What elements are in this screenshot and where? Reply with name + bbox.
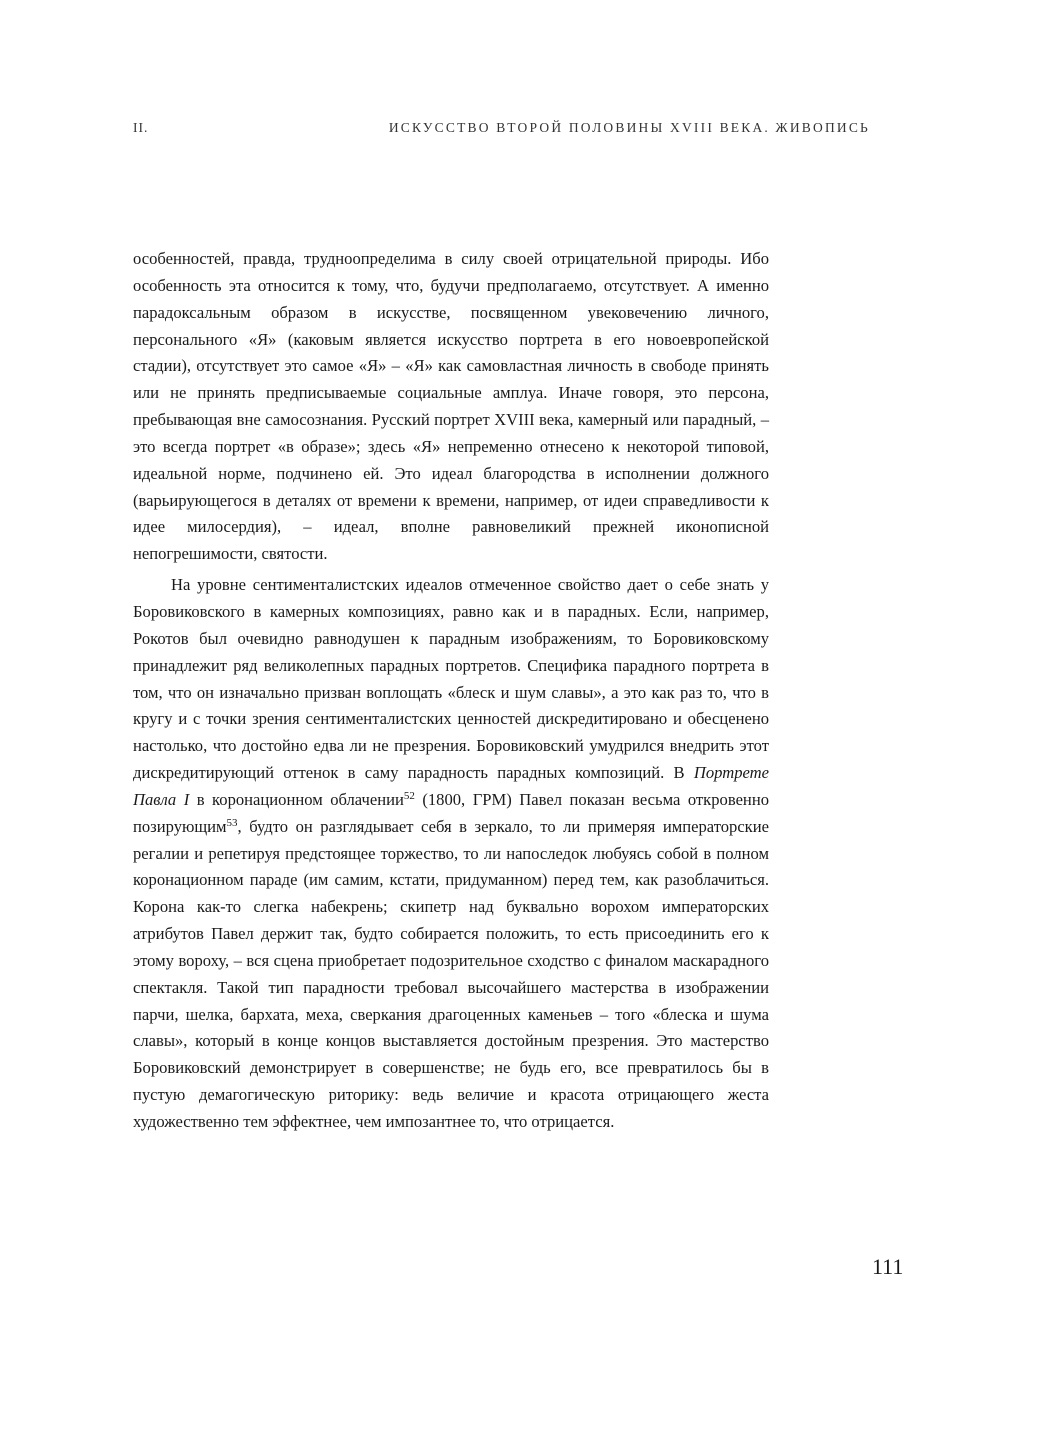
paragraph-2-text-b: в коронационном облачении (189, 789, 404, 809)
paragraph-2 (133, 572, 769, 1136)
footnote-ref-52[interactable]: 52 (403, 789, 415, 802)
chapter-title: ИСКУССТВО ВТОРОЙ ПОЛОВИНЫ XVIII ВЕКА. ЖИВОПИСЬ (388, 120, 870, 135)
portrait-title: Портрете Павла I (133, 763, 769, 809)
paragraph-1: особенностей, правда, трудноопределима в силу своей отрицательной природы. Ибо особенность эта относится к тому, что, будучи предполагаемо, отсутствует. А именно парадоксальным образом в искусстве, посвященном увековечению личного, персонального «Я» (каковым является искусство портрета в его новоевропейской стадии), отсутствует это самое «Я» – «Я» как самовластная личность в свободе принять или не принять предписываемые социальные амплуа. Иначе говоря, это персона, пребывающая вне самосознания. Русский портрет XVIII века, камерный или парадный, – это всегда портрет «в образе»; здесь «Я» непременно отнесено к некоторой типовой, идеальной норме, подчинено ей. Это идеал благородства в исполнении должного (варьирующегося в деталях от времени к времени, например, от идеи справедливости к идее милосердия), – идеал, вполне равновеликий прежней иконописной непогрешимости, святости. (133, 249, 769, 564)
footnote-ref-53[interactable]: 53 (226, 816, 238, 829)
paragraph-2-text-a: На уровне сентименталистских идеалов отмеченное свойство дает о себе знать у Боровиковского в камерных композициях, равно как и в парадных. Если, например, Рокотов был очевидно равнодушен к парадным изображениям, то Боровиковскому принадлежит ряд великолепных парадных портретов. Специфика парадного портрета в том, что он изначально призван воплощать «блеск и шум славы», а это как раз то, что в кругу и с точки зрения сентименталистских ценностей дискредитировано и обесценено настолько, что достойно едва ли не презрения. Боровиковский умудрился внедрить этот дискредитирующий оттенок в саму парадность парадных композиций. В (133, 575, 769, 783)
page-number: 111 (872, 1254, 904, 1279)
paragraph-2-text-d: , будто он разглядывает себя в зеркало, то ли примеряя императорские регалии и репетируя предстоящее торжество, то ли напоследок любуясь собой в полном коронационном параде (им самим, кстати, придуманном) перед тем, как разоблачиться. Корона как-то слегка набекрень; скипетр над буквально ворохом императорских атрибутов Павел держит так, будто собирается положить, то есть присоединить его к этому вороху, – вся сцена приобретает подозрительное сходство с финалом маскарадного спектакля. Такой тип парадности требовал высочайшего мастерства в изображении парчи, шелка, бархата, меха, сверкания драгоценных каменьев – того «блеска и шума славы», который в конце концов выставляется достойным презрения. Это мастерство Боровиковский демонстрирует в совершенстве; не будь его, все превратилось бы в пустую демагогическую риторику: ведь величие и красота отрицающего жеста художественно тем эффектнее, чем импозантнее то, что отрицается. (133, 816, 769, 1131)
section-number: II. (133, 120, 149, 135)
running-head (133, 120, 870, 142)
paragraph-2-text-c: (1800, ГРМ) Павел показан весьма откровенно позирующим (133, 789, 769, 836)
body-text (133, 246, 769, 1136)
